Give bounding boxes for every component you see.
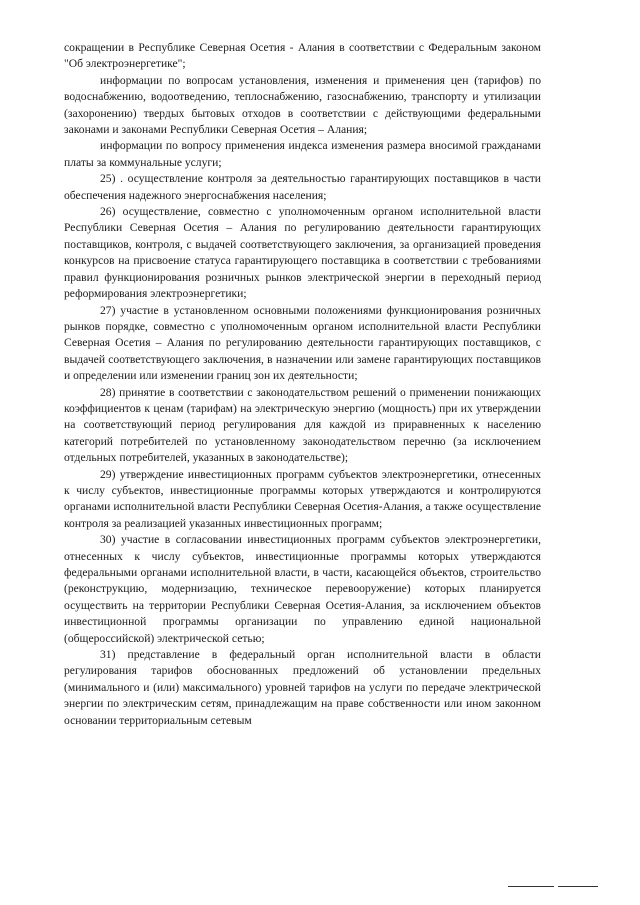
paragraph-tariff-info: информации по вопросам установления, изменения и применения цен (тарифов) по водоснабжению, водоотведению, теплоснабжению, газоснабжению, транспорту и утилизации (захоронению) твердых бытовых отходов в соответствии с действующими федеральными законами и законами Республики Северная Осетия – Алания; (64, 73, 541, 137)
footer-rule-left (508, 886, 554, 887)
paragraph-item-25: 25) . осуществление контроля за деятельностью гарантирующих поставщиков в части обеспечения надежного энергоснабжения населения; (64, 172, 541, 202)
paragraph-continuation: сокращении в Республике Северная Осетия - Алания в соответствии с Федеральным законом "Об электроэнергетике"; (64, 41, 541, 71)
document-page (64, 40, 541, 729)
paragraph-item-27: 27) участие в установленном основными положениями функционирования розничных рынков порядке, совместно с уполномоченным органом исполнительной власти Республики Северная Осетия – Алания по регулированию деятельности гарантирующих поставщиков, с выдачей соответствующего заключения, в назначении или замене гарантирующих поставщиков и определении или изменении границ зон их деятельности; (64, 303, 541, 383)
paragraph-item-29: 29) утверждение инвестиционных программ субъектов электроэнергетики, отнесенных к числу субъектов, инвестиционные программы которых утверждаются и контролируются органами исполнительной власти Республики Северная Осетия-Алания, а также осуществление контроля за реализацией указанных инвестиционных программ; (64, 467, 541, 530)
paragraph-index-info: информации по вопросу применения индекса изменения размера вносимой гражданами платы за коммунальные услуги; (64, 139, 541, 169)
paragraph-item-30: 30) участие в согласовании инвестиционных программ субъектов электроэнергетики, отнесенных к числу субъектов, инвестиционные программы которых утверждаются федеральными органами исполнительной власти, в части, касающейся объектов, строительство (реконструкцию, модернизацию, техническое перевооружение) которых планируется осуществить на территории Республики Северная Осетия-Алания, за исключением объектов инвестиционной программы организации по управлению единой национальной (общероссийской) электрической сетью; (64, 533, 541, 645)
paragraph-item-26: 26) осуществление, совместно с уполномоченным органом исполнительной власти Республики Северная Осетия – Алания по регулированию деятельности гарантирующих поставщиков, контроля, с выдачей соответствующего заключения, за организацией проведения конкурсов на присвоение статуса гарантирующего поставщика в соответствии с требованиями правил функционирования розничных рынков электрической энергии в переходный период реформирования электроэнергетики; (64, 205, 541, 301)
footer-rule-right (558, 886, 598, 887)
paragraph-item-28: 28) принятие в соответствии с законодательством решений о применении понижающих коэффициентов к ценам (тарифам) на электрическую энергию (мощность) при их утверждении на соответствующий период регулирования для каждой из приравненных к населению категорий потребителей по установленному законодательством перечню (за исключением отдельных потребителей, указанных в законодательстве); (64, 385, 541, 465)
paragraph-item-31: 31) представление в федеральный орган исполнительной власти в области регулирования тарифов обоснованных предложений об установлении предельных (минимального и (или) максимального) уровней тарифов на услуги по передаче электрической энергии по электрическим сетям, принадлежащим на праве собственности или ином законном основании территориальным сетевым (64, 648, 541, 727)
